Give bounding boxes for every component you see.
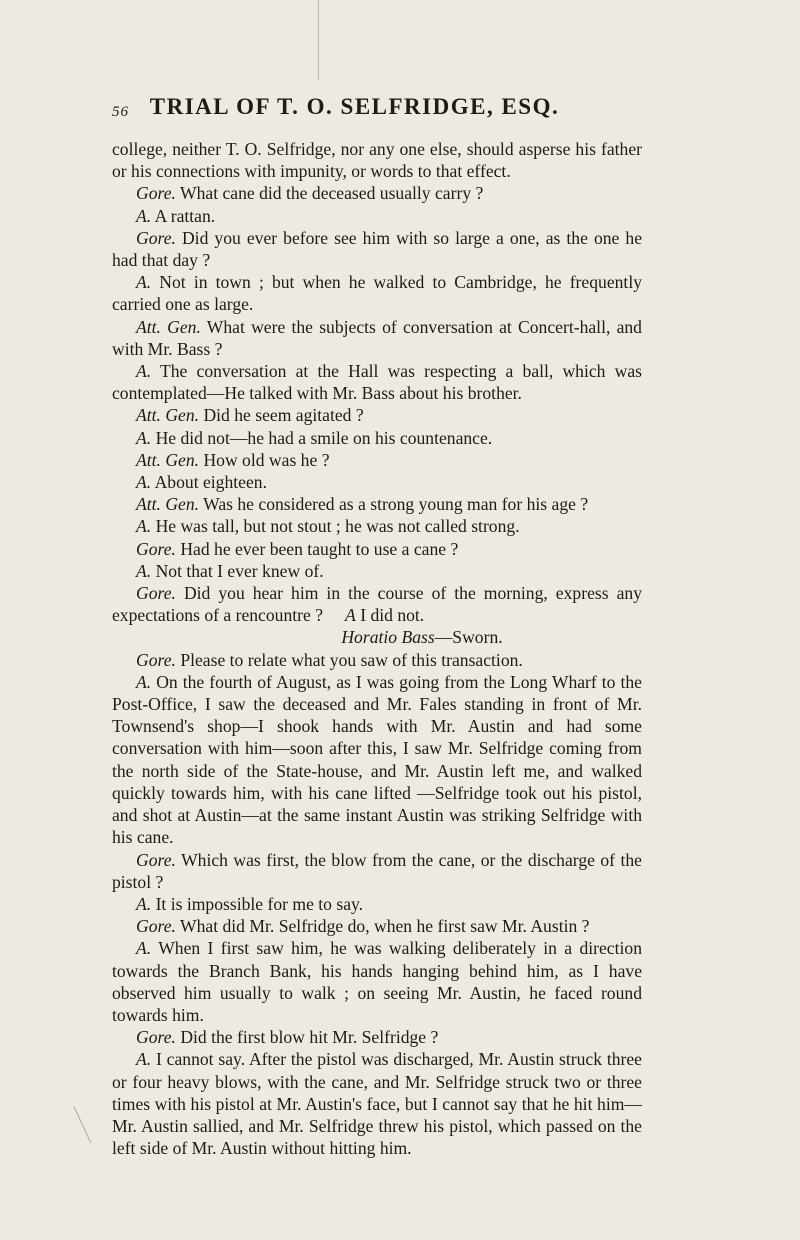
- speaker-label: Gore.: [136, 849, 176, 870]
- speaker-label: A.: [136, 205, 152, 226]
- testimony-paragraph: [112, 360, 642, 404]
- speaker-label: Att. Gen.: [136, 494, 200, 515]
- witness-name: Horatio Bass: [341, 627, 435, 648]
- speaker-label: Gore.: [136, 538, 176, 559]
- speaker-label: Gore.: [136, 183, 176, 204]
- testimony-paragraph: [112, 471, 642, 493]
- paragraph-text: It is impossible for me to say.: [155, 893, 364, 914]
- speaker-label: A.: [136, 361, 152, 382]
- testimony-paragraph: [112, 271, 642, 315]
- testimony-paragraph: [112, 316, 642, 360]
- paragraph-text: When I first saw him, he was walking deliberately in a direction towards the Branch Bank, his hands hanging behind him, as I have observed him usually to walk ; on seeing Mr. Austin, he faced round towards him.: [112, 938, 642, 1025]
- paragraph-text: Was he considered as a strong young man for his age ?: [203, 494, 589, 515]
- speaker-label: Att. Gen.: [136, 405, 200, 426]
- paragraph-text: Did you hear him in the course of the morning, express any expectations of a rencountre ?: [112, 583, 642, 626]
- paragraph-text: Had he ever been taught to use a cane ?: [180, 538, 459, 559]
- paragraph-text: What were the subjects of conversation at Concert-hall, and with Mr. Bass ?: [112, 316, 642, 359]
- testimony-paragraph: [112, 138, 642, 182]
- paragraph-text: Did he seem agitated ?: [203, 405, 364, 426]
- speaker-label: A.: [136, 938, 152, 959]
- paragraph-text: college, neither T. O. Selfridge, nor any one else, should asperse his father or his connections with impunity, or words to that effect.: [112, 139, 642, 182]
- speaker-label: Gore.: [136, 227, 176, 248]
- paragraph-text: Which was first, the blow from the cane, or the discharge of the pistol ?: [112, 849, 642, 892]
- speaker-label: A.: [136, 427, 152, 448]
- paragraph-text: What did Mr. Selfridge do, when he first saw Mr. Austin ?: [180, 916, 590, 937]
- paragraph-text: He did not—he had a smile on his countenance.: [155, 427, 493, 448]
- speaker-label: A.: [136, 1049, 152, 1070]
- testimony-paragraph: [112, 1026, 642, 1048]
- testimony-paragraph: [112, 849, 642, 893]
- paragraph-text: On the fourth of August, as I was going from the Long Wharf to the Post-Office, I saw the deceased and Mr. Fales standing in front of Mr. Townsend's shop—I shook hands with Mr. Austin and had some conversation with him—soon after this, I saw Mr. Selfridge coming from the north side of the State-house, and Mr. Austin left me, and walked quickly towards him, with his cane lifted —Selfridge took out his pistol, and shot at Austin—at the same instant Austin was striking Selfridge with his cane.: [112, 671, 642, 848]
- paragraph-text: Not that I ever knew of.: [155, 560, 324, 581]
- paragraph-text: Not in town ; but when he walked to Cambridge, he frequently carried one as large.: [112, 272, 643, 315]
- testimony-paragraph: [112, 493, 642, 515]
- speaker-label: Att. Gen.: [136, 449, 200, 470]
- testimony-paragraph: [112, 449, 642, 471]
- testimony-paragraph: [112, 649, 642, 671]
- paragraph-text: He was tall, but not stout ; he was not called strong.: [155, 516, 520, 537]
- witness-heading: [112, 626, 642, 648]
- testimony-paragraph: [112, 1048, 642, 1159]
- speaker-label: A.: [136, 893, 152, 914]
- speaker-label: Gore.: [136, 649, 176, 670]
- body-text: [112, 138, 642, 1159]
- paragraph-text: About eighteen.: [154, 472, 267, 493]
- speaker-label: A: [345, 605, 356, 626]
- speaker-label: A.: [136, 560, 152, 581]
- testimony-paragraph: [112, 427, 642, 449]
- testimony-paragraph: [112, 404, 642, 426]
- page-scratch-mark: [318, 0, 319, 80]
- speaker-label: A.: [136, 272, 152, 293]
- testimony-paragraph: [112, 937, 642, 1026]
- testimony-paragraph: [112, 582, 642, 626]
- testimony-paragraph: [112, 227, 642, 271]
- speaker-label: Gore.: [136, 916, 176, 937]
- paragraph-text: How old was he ?: [203, 449, 330, 470]
- testimony-paragraph: [112, 515, 642, 537]
- paragraph-text: Please to relate what you saw of this transaction.: [180, 649, 523, 670]
- speaker-label: Gore.: [136, 583, 176, 604]
- running-title: TRIAL OF T. O. SELFRIDGE, ESQ.: [149, 94, 560, 119]
- speaker-label: A.: [136, 671, 152, 692]
- sworn-label: —Sworn.: [434, 627, 503, 648]
- paragraph-text: The conversation at the Hall was respecting a ball, which was contemplated—He talked with Mr. Bass about his brother.: [112, 361, 642, 404]
- paragraph-text: What cane did the deceased usually carry ?: [180, 183, 484, 204]
- testimony-paragraph: [112, 915, 642, 937]
- paragraph-text: Did the first blow hit Mr. Selfridge ?: [180, 1027, 439, 1048]
- paragraph-text: A rattan.: [154, 205, 216, 226]
- answer-text: I did not.: [360, 605, 425, 626]
- speaker-label: Att. Gen.: [136, 316, 201, 337]
- testimony-paragraph: [112, 893, 642, 915]
- testimony-paragraph: [112, 205, 642, 227]
- speaker-label: A.: [136, 472, 152, 493]
- page-number: 56: [112, 104, 129, 120]
- running-header: [112, 94, 632, 120]
- paragraph-text: Did you ever before see him with so large a one, as the one he had that day ?: [112, 227, 643, 271]
- speaker-label: Gore.: [136, 1027, 176, 1048]
- paragraph-text: I cannot say. After the pistol was discharged, Mr. Austin struck three or four heavy blows, with the cane, and Mr. Selfridge struck two or three times with his pistol at Mr. Austin's face, but I cannot say that he hit him—Mr. Austin sallied, and Mr. Selfridge threw his pistol, which passed on the left side of Mr. Austin without hitting him.: [112, 1049, 642, 1159]
- testimony-paragraph: [112, 671, 642, 849]
- testimony-paragraph: [112, 560, 642, 582]
- page-scratch-mark: [74, 1107, 92, 1144]
- testimony-paragraph: [112, 538, 642, 560]
- speaker-label: A.: [136, 516, 152, 537]
- testimony-paragraph: [112, 182, 642, 204]
